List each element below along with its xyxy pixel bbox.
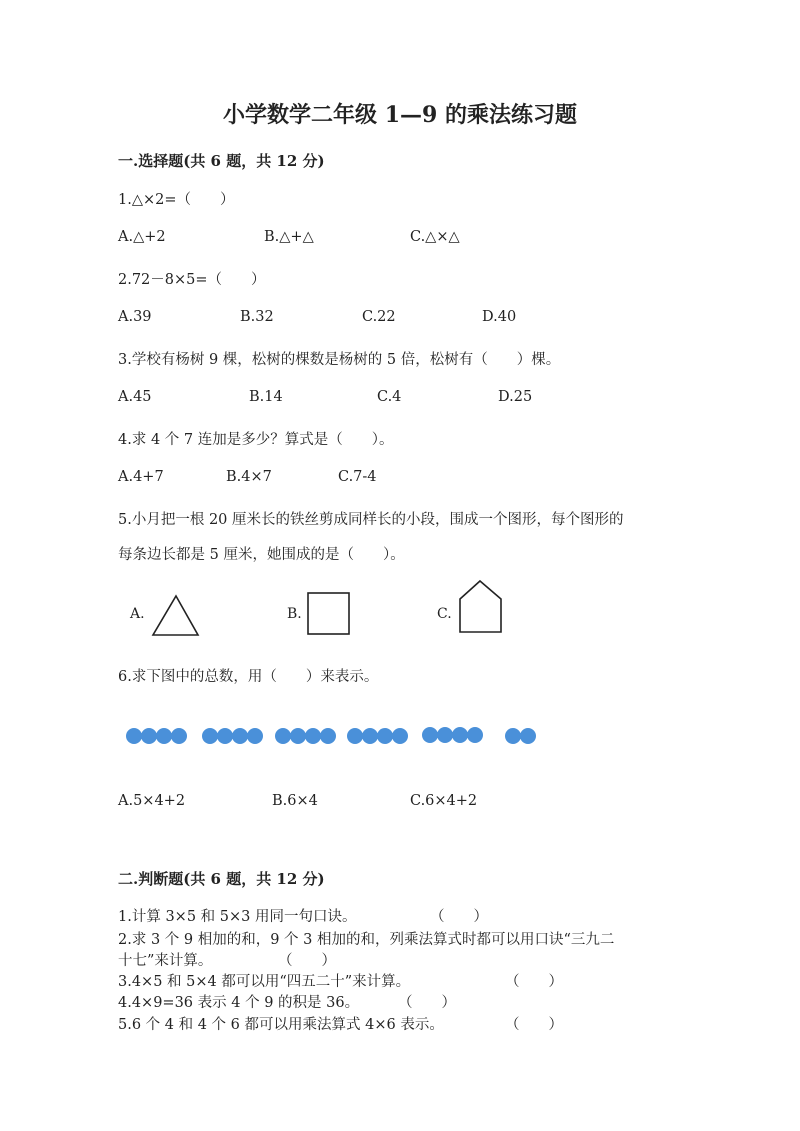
question-4-stem: 4.求 4 个 7 连加是多少？算式是（ ）。 xyxy=(118,432,394,448)
q2-option-a: A.39 xyxy=(118,309,152,325)
question-5-stem-line1: 5.小月把一根 20 厘米长的铁丝剪成同样长的小段，围成一个图形，每个图形的 xyxy=(118,512,624,528)
counting-dot xyxy=(217,728,233,744)
counting-dot xyxy=(126,728,142,744)
q6-option-a: A.5×4+2 xyxy=(118,793,186,809)
counting-dot xyxy=(347,728,363,744)
judge-item-4-paren: （ ） xyxy=(398,995,456,1011)
section-heading-choice: 一.选择题(共 6 题，共 12 分) xyxy=(118,152,325,170)
q3-option-b: B.14 xyxy=(249,389,283,405)
judge-item-3-paren: （ ） xyxy=(505,974,563,990)
q6-option-b: B.6×4 xyxy=(272,793,318,809)
counting-dot xyxy=(275,728,291,744)
q2-option-d: D.40 xyxy=(482,309,517,325)
q1-option-a: A.△+2 xyxy=(118,229,166,245)
q3-option-d: D.25 xyxy=(498,389,533,405)
counting-dot xyxy=(232,728,248,744)
counting-dot xyxy=(141,728,157,744)
counting-dot xyxy=(362,728,378,744)
question-5-stem-line2: 每条边长都是 5 厘米，她围成的是（ ）。 xyxy=(118,547,405,563)
counting-dot xyxy=(247,728,263,744)
page-title: 小学数学二年级 1—9 的乘法练习题 xyxy=(223,102,577,128)
question-6-stem: 6.求下图中的总数，用（ ）来表示。 xyxy=(118,669,379,685)
counting-dot xyxy=(467,727,483,743)
judge-item-1-paren: （ ） xyxy=(430,909,488,925)
q5-option-a: A. xyxy=(130,606,145,622)
counting-dot xyxy=(505,728,521,744)
judge-item-4-text: 4.4×9=36 表示 4 个 9 的积是 36。 xyxy=(118,995,360,1011)
judge-item-3-text: 3.4×5 和 5×4 都可以用“四五二十”来计算。 xyxy=(118,974,411,990)
counting-dot xyxy=(377,728,393,744)
judge-item-5-paren: （ ） xyxy=(505,1017,563,1033)
counting-dot xyxy=(520,728,536,744)
q2-option-b: B.32 xyxy=(240,309,274,325)
q4-option-b: B.4×7 xyxy=(226,469,272,485)
judge-item-1-text: 1.计算 3×5 和 5×3 用同一句口诀。 xyxy=(118,909,357,925)
question-3-stem: 3.学校有杨树 9 棵，松树的棵数是杨树的 5 倍，松树有（ ）棵。 xyxy=(118,352,561,368)
q4-option-c: C.7-4 xyxy=(338,469,377,485)
counting-dot xyxy=(320,728,336,744)
counting-dot xyxy=(156,728,172,744)
counting-dot xyxy=(422,727,438,743)
judge-item-2-paren: （ ） xyxy=(278,953,336,969)
judge-item-2-text-line2: 十七”来计算。 xyxy=(118,953,213,969)
q6-option-c: C.6×4+2 xyxy=(410,793,478,809)
q1-option-b: B.△+△ xyxy=(264,229,314,245)
judge-item-5-text: 5.6 个 4 和 4 个 6 都可以用乘法算式 4×6 表示。 xyxy=(118,1017,444,1033)
q2-option-c: C.22 xyxy=(362,309,396,325)
q4-option-a: A.4+7 xyxy=(118,469,164,485)
q1-option-c: C.△×△ xyxy=(410,229,460,245)
counting-dot xyxy=(305,728,321,744)
q3-option-a: A.45 xyxy=(118,389,152,405)
counting-dot xyxy=(392,728,408,744)
question-2-stem: 2.72－8×5=（ ） xyxy=(118,272,266,288)
question-1-stem: 1.△×2=（ ） xyxy=(118,192,235,208)
q5-option-b: B. xyxy=(287,606,302,622)
q5-option-c: C. xyxy=(437,606,452,622)
judge-item-2-text: 2.求 3 个 9 相加的和，9 个 3 相加的和，列乘法算式时都可以用口诀“三九二 xyxy=(118,932,615,948)
counting-dot xyxy=(202,728,218,744)
counting-dot xyxy=(437,727,453,743)
q3-option-c: C.4 xyxy=(377,389,402,405)
section-heading-judgement: 二.判断题(共 6 题，共 12 分) xyxy=(118,870,325,888)
counting-dot xyxy=(171,728,187,744)
counting-dot xyxy=(452,727,468,743)
counting-dot xyxy=(290,728,306,744)
